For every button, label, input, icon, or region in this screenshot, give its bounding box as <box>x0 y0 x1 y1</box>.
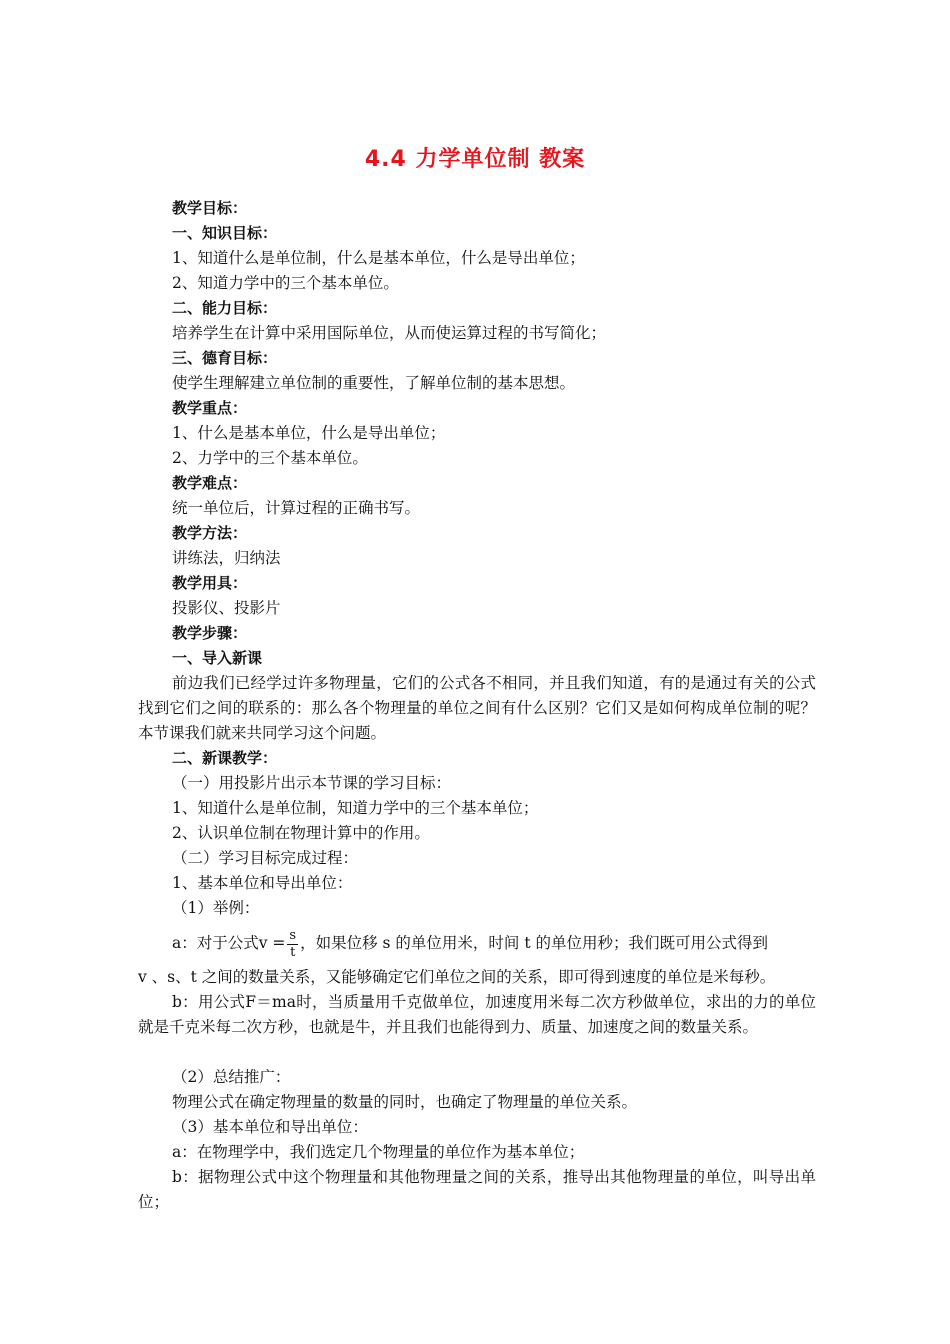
heading-methods: 教学方法： <box>172 524 248 542</box>
heading-difficulties: 教学难点： <box>172 474 248 492</box>
blank-line <box>138 1040 816 1065</box>
fraction-numerator: s <box>289 927 297 943</box>
text-line: 1、知道什么是单位制，什么是基本单位，什么是导出单位； <box>172 249 585 267</box>
text-line: 1、基本单位和导出单位： <box>172 874 353 892</box>
text-line: （二）学习目标完成过程： <box>172 849 359 867</box>
text-line: 统一单位后，计算过程的正确书写。 <box>172 499 421 517</box>
heading-intro: 一、导入新课 <box>172 649 263 667</box>
text-line: 2、力学中的三个基本单位。 <box>172 449 368 467</box>
heading-new-lesson: 二、新课教学： <box>172 749 278 767</box>
heading-moral-goals: 三、德育目标： <box>172 349 278 367</box>
formula-v: v = <box>258 934 286 952</box>
paragraph-b: b：用公式F＝ma时，当质量用千克做单位，加速度用米每二次方秒做单位，求出的力的单位就是千克米每二次方秒，也就是牛，并且我们也能得到力、质量、加速度之间的数量关系。 <box>138 993 816 1036</box>
text-line: 1、知道什么是单位制，知道力学中的三个基本单位； <box>172 799 539 817</box>
text-line: 培养学生在计算中采用国际单位，从而使运算过程的书写简化； <box>172 324 607 342</box>
text-line: 讲练法，归纳法 <box>172 549 281 567</box>
text-line: 使学生理解建立单位制的重要性，了解单位制的基本思想。 <box>172 374 576 392</box>
heading-tools: 教学用具： <box>172 574 248 592</box>
text-line: （2）总结推广： <box>172 1068 291 1086</box>
heading-key-points: 教学重点： <box>172 399 248 417</box>
text-line: 投影仪、投影片 <box>172 599 281 617</box>
text-line: （一）用投影片出示本节课的学习目标： <box>172 774 452 792</box>
heading-steps: 教学步骤： <box>172 624 248 642</box>
text-line: a：在物理学中，我们选定几个物理量的单位作为基本单位； <box>172 1143 585 1161</box>
text-line: （1）举例： <box>172 899 260 917</box>
text-line: 物理公式在确定物理量的数量的同时，也确定了物理量的单位关系。 <box>172 1093 638 1111</box>
paragraph-c: b：据物理公式中这个物理量和其他物理量之间的关系，推导出其他物理量的单位，叫导出单位； <box>138 1168 816 1211</box>
text-line: （3）基本单位和导出单位： <box>172 1118 368 1136</box>
formula-line-a <box>138 921 816 965</box>
heading-knowledge-goals: 一、知识目标： <box>172 224 278 242</box>
text-line: v 、s、t 之间的数量关系，又能够确定它们单位之间的关系，即可得到速度的单位是米每秒。 <box>138 968 776 986</box>
text-line: 1、什么是基本单位，什么是导出单位； <box>172 424 446 442</box>
document-title: 4.4 力学单位制 教案 <box>364 147 586 172</box>
text-line: 2、认识单位制在物理计算中的作用。 <box>172 824 430 842</box>
fraction-s-over-t <box>287 928 298 961</box>
intro-paragraph: 前边我们已经学过许多物理量，它们的公式各不相同，并且我们知道，有的是通过有关的公式找到它们之间的联系的：那么各个物理量的单位之间有什么区别？它们又是如何构成单位制的呢？本节课我们就来共同学习这个问题。 <box>138 674 816 742</box>
formula-suffix: ，如果位移 s 的单位用米，时间 t 的单位用秒；我们既可用公式得到 <box>300 934 768 952</box>
heading-ability-goals: 二、能力目标： <box>172 299 278 317</box>
heading-teaching-goals: 教学目标： <box>172 199 248 217</box>
formula-prefix: a：对于公式 <box>172 934 259 952</box>
fraction-denominator: t <box>290 944 296 960</box>
document-body <box>138 196 816 1215</box>
text-line: 2、知道力学中的三个基本单位。 <box>172 274 399 292</box>
